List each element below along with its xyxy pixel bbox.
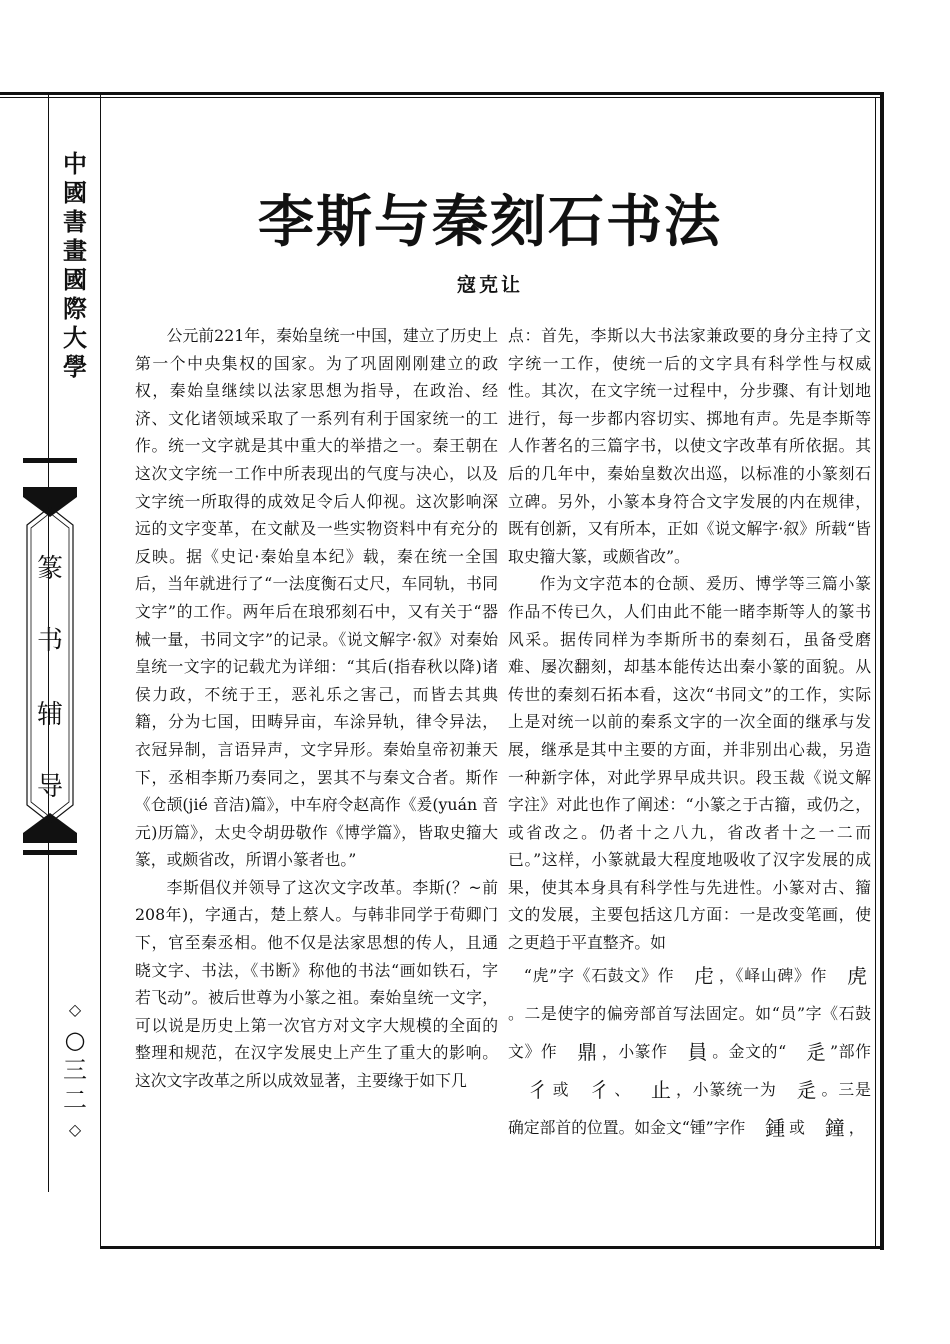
section-char: 导 xyxy=(36,772,63,802)
seal-glyph-hu-shigu-icon: 虍 xyxy=(694,963,715,988)
page-number-glyph: ○ xyxy=(64,1026,86,1054)
section-char: 篆 xyxy=(36,554,63,584)
page-number-glyph: 二 xyxy=(63,1086,87,1114)
page-number xyxy=(52,995,98,1145)
seal-glyph-chuo-icon: 辵 xyxy=(805,1039,826,1064)
paragraph: 公元前221年，秦始皇统一中国，建立了历史上第一个中央集权的国家。为了巩固刚刚建立的政权，秦始皇继续以法家思想为指导，在政治、经济、文化诸领域采取了一系列有利于国家统一的工作。统一文字就是其中重大的举措之一。秦王朝在这次文字统一工作中所表现出的气度与决心，以及文字统一所取得的成效足令后人仰视。这次影响深远的文字变革，在文献及一些实物资料中有充分的反映。据《史记·秦始皇本纪》载，秦在统一全国后，当年就进行了“一法度衡石丈尺，车同轨，书同文字”的工作。两年后在琅邪刻石中，又有关于“器械一量，书同文字”的记录。《说文解字·叙》对秦始皇统一文字的记载尤为详细：“其后(指春秋以降)诸侯力政，不统于王，恶礼乐之害己，而皆去其典籍，分为七国，田畴异亩，车涂异轨，律令异法，衣冠异制，言语异声，文字异形。秦始皇帝初兼天下，丞相李斯乃奏同之，罢其不与秦文合者。斯作《仓颉(jié 音洁)篇》，中车府令赵高作《爰(yuán 音元)历篇》，太史令胡毋敬作《博学篇》，皆取史籀大篆，或颇省改，所谓小篆者也。” xyxy=(135,326,498,870)
paragraph: 作为文字范本的仓颉、爰历、博学等三篇小篆作品不传已久，人们由此不能一睹李斯等人的篆书风采。据传同样为李斯所书的秦刻石，虽备受磨难、屡次翻刻，却基本能传达出秦小篆的面貌。从传世的秦刻石拓本看，这次“书同文”的工作，实际上是对统一以前的秦系文字的一次全面的继承与发展，继承是其中主要的方面，并非别出心裁，另造一种新字体，对此学界早成共识。段玉裁《说文解字注》对此也作了阐述：“小篆之于古籀，或仍之，或省改之。仍者十之八九，省改者十之一二而已。”这样，小篆就最大程度地吸收了汉字发展的成果，使其本身具有科学性与先进性。小篆对古、籀文的发展，主要包括这几方面：一是改变笔画，使之更趋于平直整齐。如 xyxy=(508,574,871,953)
article-title: 李斯与秦刻石书法 xyxy=(258,190,722,255)
badge-bottom-bar xyxy=(23,850,77,855)
frame-right-rule xyxy=(880,92,884,1250)
page-number-glyph: 三 xyxy=(63,1056,87,1084)
text-run: ，《峄山碑》作 xyxy=(718,965,828,985)
text-run: ， xyxy=(848,1117,865,1137)
university-char: 中國書畫國際大學 xyxy=(63,150,87,381)
text-run: 或 xyxy=(789,1117,805,1137)
frame-bottom-rule xyxy=(100,1246,884,1249)
text-run: 或 xyxy=(551,1079,570,1099)
paragraph-with-seal-glyphs xyxy=(508,957,871,1147)
seal-glyph-yuan-shigu-icon: 鼎 xyxy=(577,1039,598,1064)
text-run: ”部作 xyxy=(829,1041,871,1061)
seal-glyph-chuo-variant3-icon: 止 xyxy=(650,1077,671,1102)
frame-top-rule xyxy=(0,92,884,95)
section-char: 辅 xyxy=(36,700,63,730)
frame-right-rule-thin xyxy=(875,97,876,1247)
badge-top-bar xyxy=(23,458,77,463)
university-name xyxy=(54,150,96,382)
section-char: 书 xyxy=(36,626,63,656)
page-number-glyph: ◇ xyxy=(68,1120,82,1139)
text-run: 。三是确定部首的位置。如金文“锺”字作 xyxy=(508,1079,871,1137)
text-run: “虎”字《石鼓文》作 xyxy=(523,965,675,985)
text-run: ，小篆作 xyxy=(601,1041,668,1061)
column-right xyxy=(508,322,871,1147)
seal-glyph-chuo-variant1-icon: 彳 xyxy=(527,1077,548,1102)
text-run: 、 xyxy=(613,1079,632,1099)
seal-glyph-chuo-seal-icon: 辵 xyxy=(796,1077,817,1102)
sidebar-rule-right xyxy=(100,92,101,1248)
seal-glyph-yuan-seal-icon: 員 xyxy=(687,1039,708,1064)
text-run: 。二是使字的偏旁部首写法固定。如“员”字《石鼓文》作 xyxy=(508,1003,871,1061)
text-run: 。金文的“ xyxy=(711,1041,787,1061)
frame-top-rule-thin xyxy=(0,97,880,98)
seal-glyph-zhong-1-icon: 鍾 xyxy=(765,1115,786,1140)
seal-glyph-zhong-2-icon: 鐘 xyxy=(824,1115,845,1140)
paragraph: 点：首先，李斯以大书法家兼政要的身分主持了文字统一工作，使统一后的文字具有科学性与权威性。其次，在文字统一过程中，分步骤、有计划地进行，每一步都内容切实、掷地有声。先是李斯等人作著名的三篇字书，以使文字改革有所依据。其后的几年中，秦始皇数次出巡，以标准的小篆刻石立碑。另外，小篆本身符合文字发展的内在规律，既有创新，又有所本，正如《说文解字·叙》所载“皆取史籀大篆，或颇省改”。 xyxy=(508,326,871,566)
seal-glyph-chuo-variant2-icon: 彳 xyxy=(589,1077,610,1102)
column-left xyxy=(135,322,498,1095)
text-run: ，小篆统一为 xyxy=(674,1079,777,1099)
seal-glyph-hu-yishan-icon: 虎 xyxy=(847,963,867,988)
paragraph: 李斯倡仪并领导了这次文字改革。李斯(？~前208年)，字通古，楚上蔡人。与韩非同学于荀卿门下，官至秦丞相。他不仅是法家思想的传人，且通晓文字、书法，《书断》称他的书法“画如铁石，字若飞动”。被后世尊为小篆之祖。秦始皇统一文字，可以说是历史上第一次官方对文字大规模的全面的整理和规范，在汉字发展史上产生了重大的影响。这次文字改革之所以成效显著，主要缘于如下几 xyxy=(135,877,498,1091)
page-number-glyph: ◇ xyxy=(68,1000,82,1019)
article-author: 寇克让 xyxy=(456,274,523,296)
